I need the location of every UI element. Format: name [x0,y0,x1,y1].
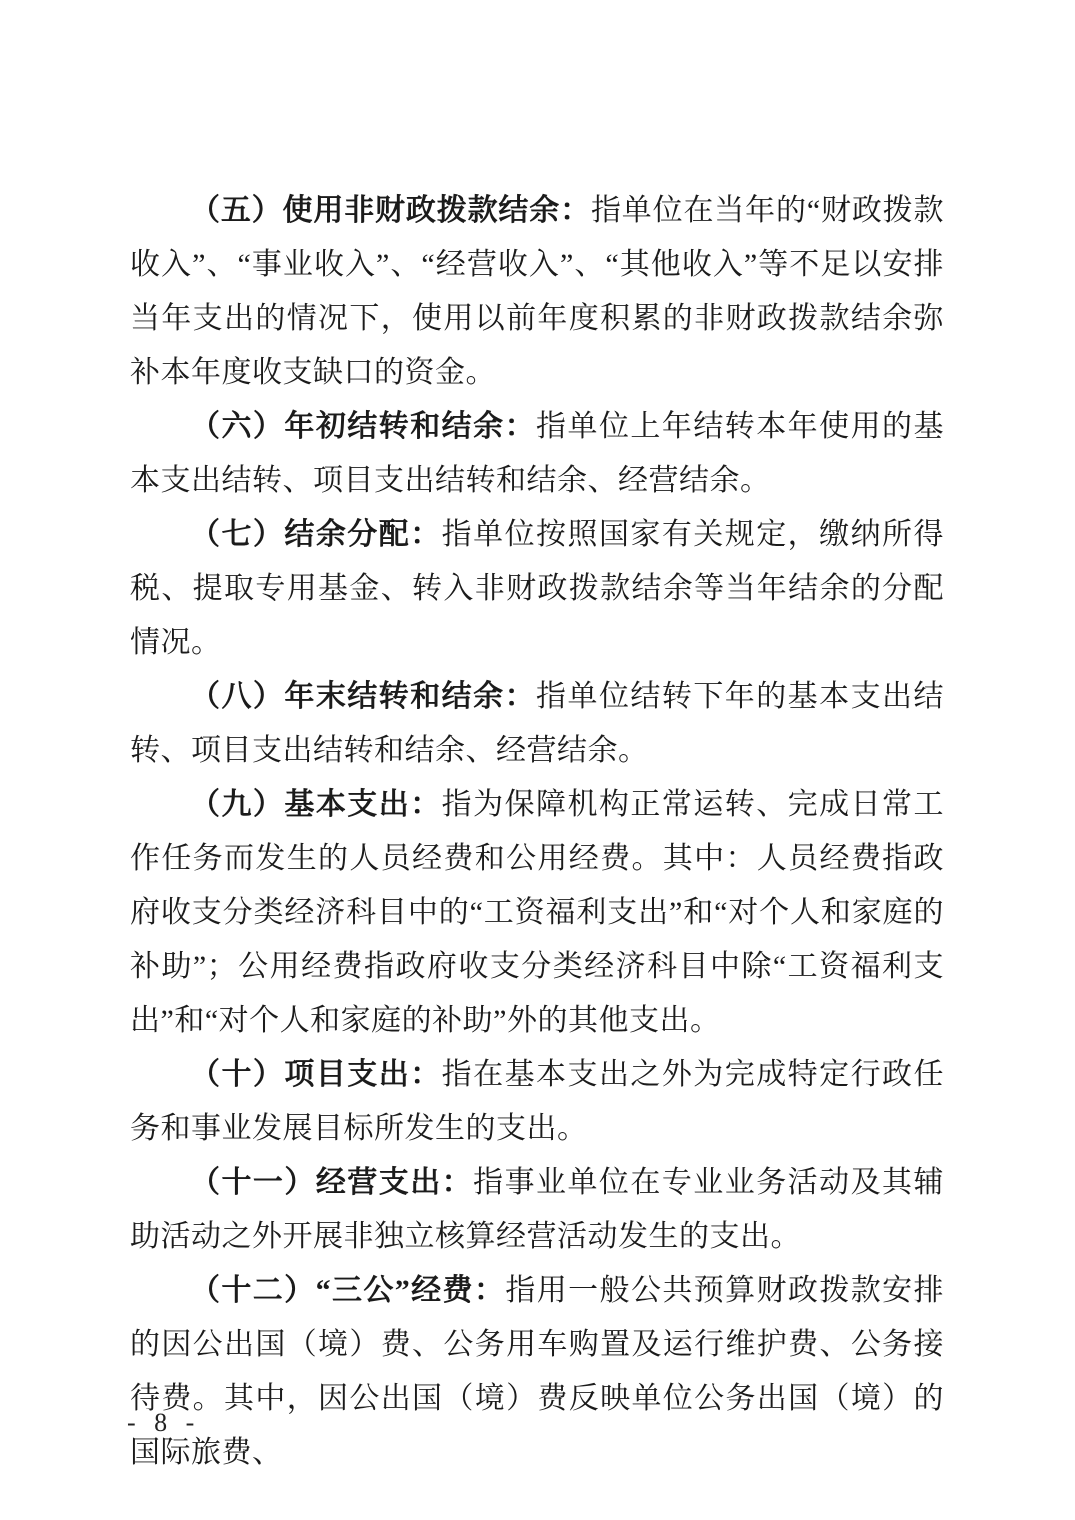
paragraph [130,1156,944,1264]
paragraph-term-label: （五）使用非财政拨款结余： [190,194,591,227]
paragraph-body-text: 指单位按照国家有关规定，缴纳所得税、提取专用基金、转入非财政拨款结余等当年结余的分配情况。 [130,518,945,659]
paragraph [130,184,944,400]
paragraph [130,1048,944,1156]
paragraph-body-text: 指为保障机构正常运转、完成日常工作任务而发生的人员经费和公用经费。其中：人员经费指政府收支分类经济科目中的“工资福利支出”和“对个人和家庭的补助”；公用经费指政府收支分类经济科目中除“工资福利支出”和“对个人和家庭的补助”外的其他支出。 [130,788,945,1037]
paragraph-body-text: 指单位在当年的“财政拨款收入”、“事业收入”、“经营收入”、“其他收入”等不足以安排当年支出的情况下，使用以前年度积累的非财政拨款结余弥补本年度收支缺口的资金。 [130,194,944,389]
paragraph-body-text: 指用一般公共预算财政拨款安排的因公出国（境）费、公务用车购置及运行维护费、公务接待费。其中，因公出国（境）费反映单位公务出国（境）的国际旅费、 [130,1274,945,1469]
page-number: - 8 - [127,1408,201,1437]
paragraph [130,508,944,670]
paragraph-term-label: （八）年末结转和结余： [190,680,537,713]
paragraph-body-text: 指事业单位在专业业务活动及其辅助活动之外开展非独立核算经营活动发生的支出。 [130,1166,945,1253]
paragraph [130,670,944,778]
paragraph-term-label: （十）项目支出： [190,1058,442,1091]
paragraph-body-text: 指单位上年结转本年使用的基本支出结转、项目支出结转和结余、经营结余。 [130,410,945,497]
paragraph-term-label: （十一）经营支出： [190,1166,474,1199]
paragraph [130,1264,944,1480]
paragraph-term-label: （九）基本支出： [190,788,442,821]
paragraph-body-text: 指在基本支出之外为完成特定行政任务和事业发展目标所发生的支出。 [130,1058,945,1145]
paragraph [130,400,944,508]
paragraph [130,778,944,1048]
document-body [130,184,944,1480]
paragraph-term-label: （七）结余分配： [190,518,442,551]
paragraph-body-text: 指单位结转下年的基本支出结转、项目支出结转和结余、经营结余。 [130,680,945,767]
paragraph-term-label: （十二）“三公”经费： [190,1274,506,1307]
paragraph-term-label: （六）年初结转和结余： [190,410,537,443]
